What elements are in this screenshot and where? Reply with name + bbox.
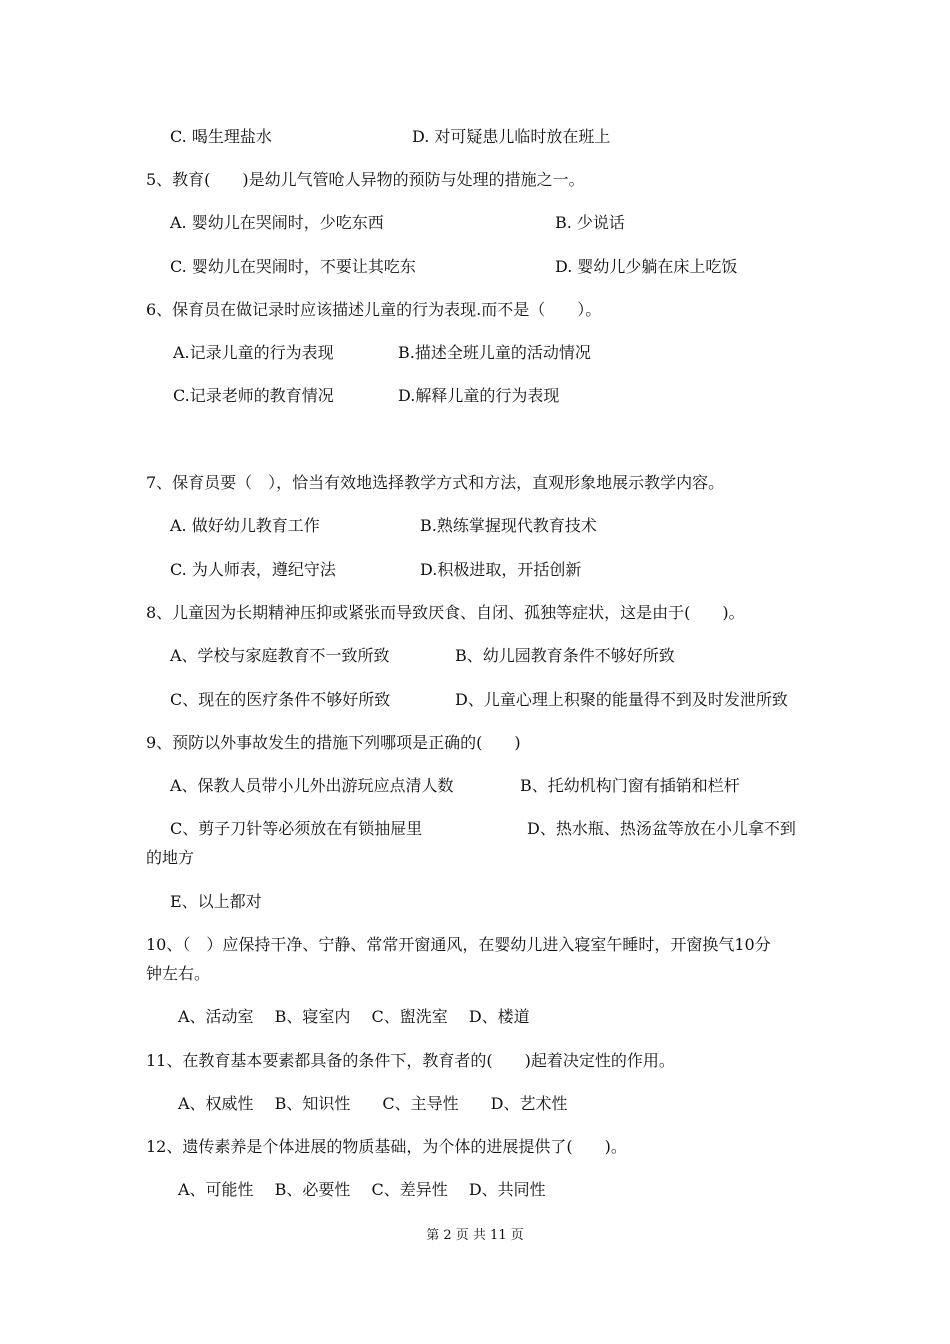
q7-option-c: C. 为人师表，遵纪守法 — [170, 560, 336, 579]
q7-option-a: A. 做好幼儿教育工作 — [170, 516, 320, 535]
q9-option-b: B、托幼机构门窗有插销和栏杆 — [520, 776, 740, 795]
q8-option-c: C、现在的医疗条件不够好所致 — [170, 690, 391, 709]
question-9: 9、预防以外事故发生的措施下列哪项是正确的( ) — [146, 733, 521, 752]
q5-option-d: D. 婴幼儿少躺在床上吃饭 — [555, 257, 738, 276]
q9-option-d-continued: 的地方 — [146, 848, 195, 867]
q9-option-d: D、热水瓶、热汤盆等放在小儿拿不到 — [527, 819, 796, 838]
q6-option-d: D.解释儿童的行为表现 — [398, 386, 560, 405]
q8-option-b: B、幼儿园教育条件不够好所致 — [455, 646, 675, 665]
q9-option-a: A、保教人员带小儿外出游玩应点清人数 — [170, 776, 454, 795]
q5-option-c: C. 婴幼儿在哭闹时，不要让其吃东 — [170, 257, 416, 276]
question-6: 6、保育员在做记录时应该描述儿童的行为表现.而不是（ ）。 — [146, 300, 602, 319]
q12-options: A、可能性 B、必要性 C、差异性 D、共同性 — [178, 1180, 546, 1199]
q8-option-a: A、学校与家庭教育不一致所致 — [170, 646, 390, 665]
q10-options: A、活动室 B、寝室内 C、盥洗室 D、楼道 — [178, 1007, 530, 1026]
q8-option-d: D、儿童心理上积聚的能量得不到及时发泄所致 — [455, 690, 788, 709]
question-8: 8、儿童因为长期精神压抑或紧张而导致厌食、自闭、孤独等症状，这是由于( )。 — [146, 603, 745, 622]
q4-option-c: C. 喝生理盐水 — [170, 127, 272, 146]
question-7: 7、保育员要（ ），恰当有效地选择教学方式和方法，直观形象地展示教学内容。 — [146, 473, 725, 492]
q9-option-c: C、剪子刀针等必须放在有锁抽屉里 — [170, 819, 423, 838]
question-10: 10、（ ）应保持干净、宁静、常常开窗通风，在婴幼儿进入寝室午睡时，开窗换气10分 — [146, 935, 771, 954]
q6-option-c: C.记录老师的教育情况 — [173, 386, 334, 405]
question-11: 11、在教育基本要素都具备的条件下，教育者的( )起着决定性的作用。 — [146, 1051, 675, 1070]
q6-option-a: A.记录儿童的行为表现 — [173, 343, 334, 362]
q6-option-b: B.描述全班儿童的活动情况 — [398, 343, 591, 362]
q7-option-b: B.熟练掌握现代教育技术 — [420, 516, 597, 535]
q5-option-b: B. 少说话 — [555, 213, 625, 232]
q9-option-e: E、以上都对 — [170, 892, 262, 911]
q7-option-d: D.积极进取，开括创新 — [420, 560, 582, 579]
q4-option-d: D. 对可疑患儿临时放在班上 — [412, 127, 611, 146]
question-12: 12、遗传素养是个体进展的物质基础，为个体的进展提供了( )。 — [146, 1137, 627, 1156]
question-5: 5、教育( )是幼儿气管呛人异物的预防与处理的措施之一。 — [146, 170, 585, 189]
page-footer: 第 2 页 共 11 页 — [426, 1228, 524, 1243]
q11-options: A、权威性 B、知识性 C、主导性 D、艺术性 — [178, 1094, 568, 1113]
question-10-continued: 钟左右。 — [146, 964, 211, 983]
q5-option-a: A. 婴幼儿在哭闹时，少吃东西 — [170, 213, 384, 232]
